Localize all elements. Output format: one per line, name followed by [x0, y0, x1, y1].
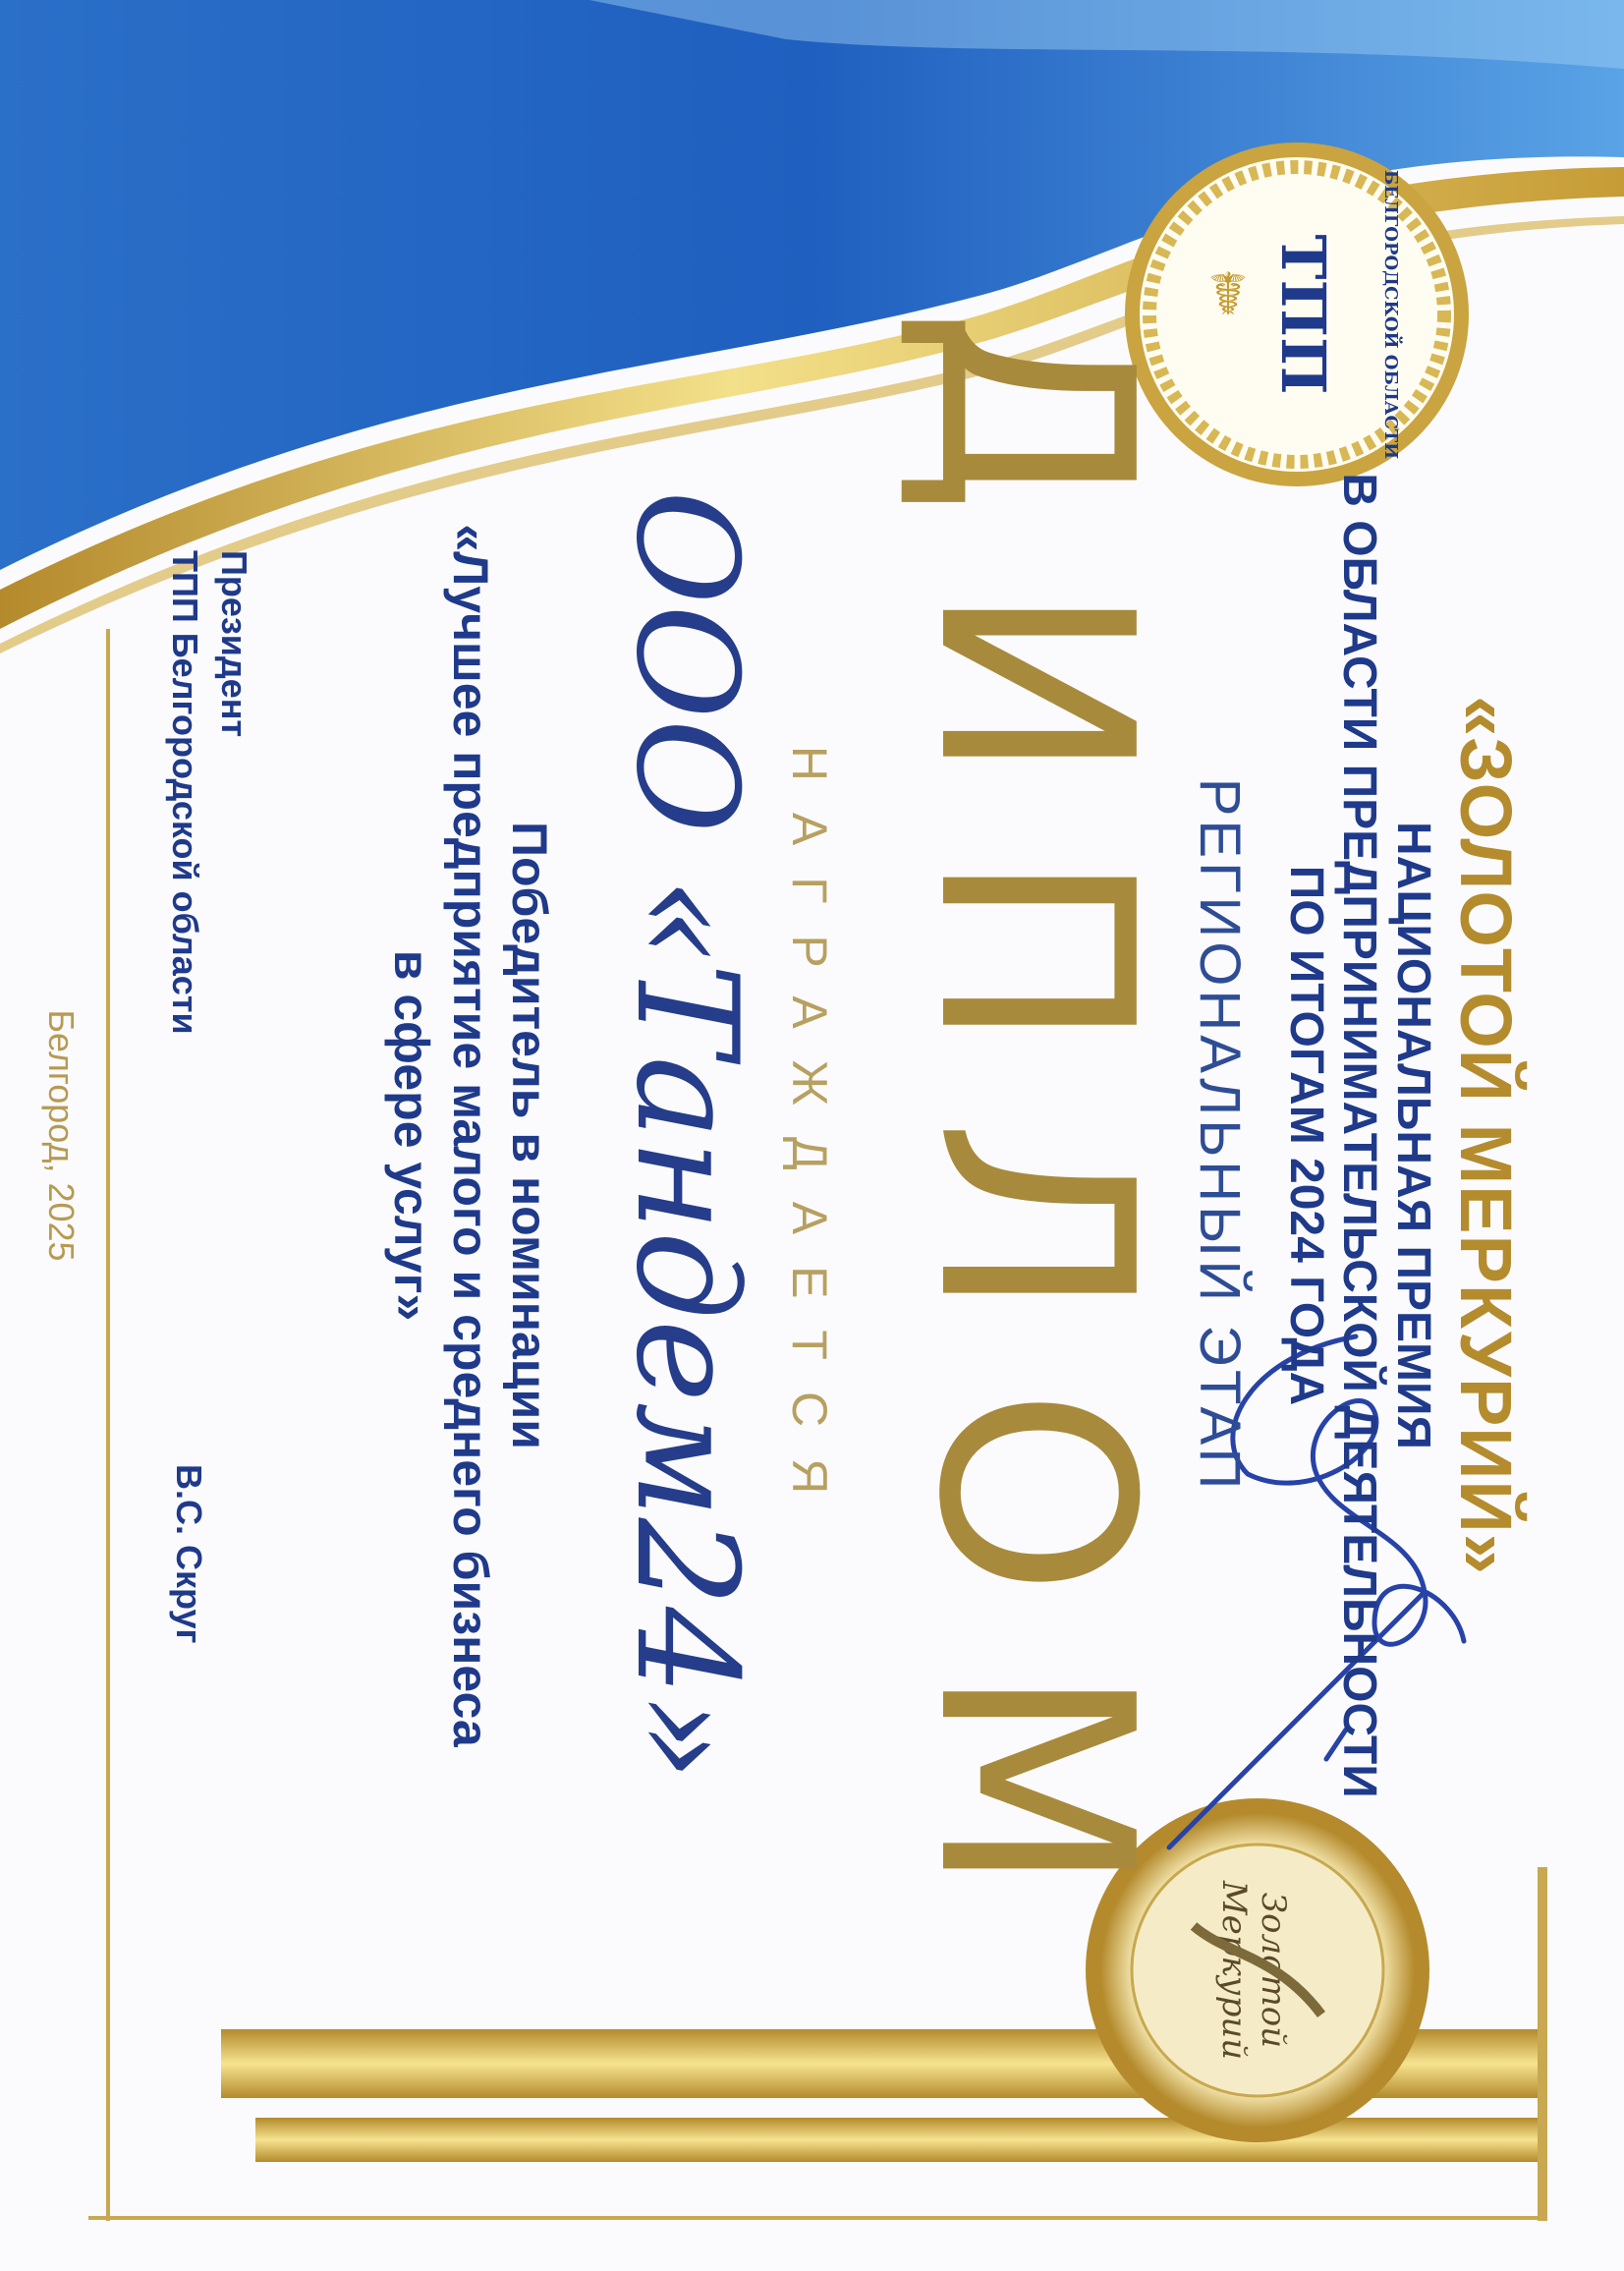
svg-text:БЕЛГОРОДСКОЙ ОБЛАСТИ: БЕЛГОРОДСКОЙ ОБЛАСТИ [1380, 169, 1401, 460]
svg-text:Меркурий: Меркурий [1214, 1880, 1254, 2061]
award-line-2: В ОБЛАСТИ ПРЕДПРИНИМАТЕЛЬСКОЙ ДЕЯТЕЛЬНОСТИ [1333, 473, 1385, 1798]
nomination-line-1: «Лучшее предприятие малого и среднего бизнеса [443, 524, 498, 1747]
award-stage: РЕГИОНАЛЬНЫЙ ЭТАП [1188, 777, 1252, 1494]
place-date: Белгород, 2025 [41, 1009, 82, 1262]
svg-text:Золотой: Золотой [1254, 1892, 1293, 2049]
position-line-1: Президент [214, 550, 254, 738]
winner-line: Победитель в номинации [502, 822, 557, 1449]
signatory-position [160, 550, 258, 1035]
position-line-2: ТПП Белгородской области [165, 550, 205, 1035]
recipient-name: ООО «Тандем24» [605, 489, 767, 1782]
award-line-1: НАЦИОНАЛЬНАЯ ПРЕМИЯ [1387, 822, 1439, 1449]
diploma-heading: ДИПЛОМ [880, 308, 1190, 1963]
award-title: «ЗОЛОТОЙ МЕРКУРИЙ» [1445, 696, 1527, 1575]
signatory-name: В.С. Скруг [169, 1464, 209, 1644]
svg-text:☤: ☤ [1207, 261, 1249, 327]
svg-text:ТПП: ТПП [1267, 234, 1339, 395]
award-line-3: ПО ИТОГАМ 2024 ГОДА [1280, 865, 1332, 1406]
nomination-line-2: в сфере услуг» [384, 949, 439, 1322]
awarded-label: НАГРАЖДАЕТСЯ [782, 745, 837, 1526]
